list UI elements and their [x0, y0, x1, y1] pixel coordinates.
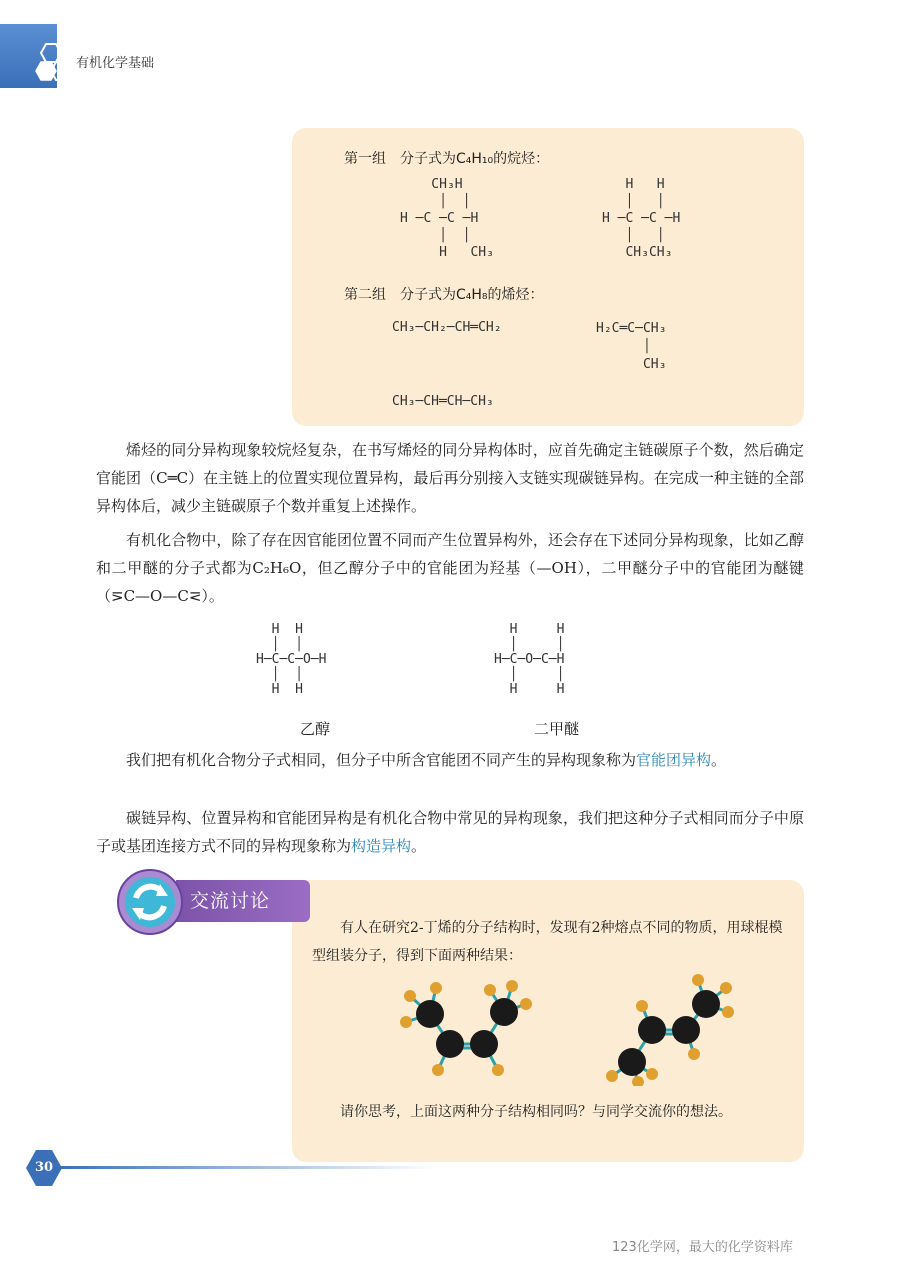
paragraph-functional-isomerism — [96, 746, 804, 774]
dimethyl-ether-structure: H H │ │ H─C─O─C─H │ │ H H — [494, 622, 565, 697]
paragraph-constitutional-isomerism — [96, 804, 804, 860]
ethanol-structure: H H │ │ H─C─C─O─H │ │ H H — [256, 622, 327, 697]
2-butene-structure: CH₃─CH═CH─CH₃ — [392, 394, 494, 409]
dimethyl-ether-caption: 二甲醚 — [534, 720, 580, 738]
isobutene-structure: H₂C═C─CH₃ │ CH₃ — [596, 321, 667, 372]
page-number: 30 — [34, 1160, 54, 1175]
discussion-prompt: 请你思考，上面这两种分子结构相同吗？与同学交流你的想法。 — [340, 1104, 732, 1120]
footer-line — [56, 1166, 436, 1169]
1-butene-structure: CH₃─CH₂─CH═CH₂ — [392, 320, 502, 335]
term-functional-isomerism: 官能团异构 — [636, 751, 712, 769]
chapter-title: 有机化学基础 — [76, 56, 155, 71]
p4-end: 。 — [411, 837, 427, 855]
p3-text: 我们把有机化合物分子式相同，但分子中所含官能团不同产生的异构现象称为 — [126, 751, 637, 769]
ethanol-caption: 乙醇 — [300, 720, 331, 738]
isobutane-structure: H H │ │ H ─C ─C ─H │ │ CH₃CH₃ — [602, 177, 681, 260]
watermark: 123化学网，最大的化学资料库 — [612, 1240, 793, 1255]
p4-text: 碳链异构、位置异构和官能团异构是有机化合物中常见的异构现象，我们把这种分子式相同而分子中原子或基团连接方式不同的异构现象称为 — [96, 809, 804, 855]
hexagon-logo-icon — [32, 40, 76, 84]
term-constitutional-isomerism: 构造异构 — [351, 837, 412, 855]
discussion-question: 有人在研究2-丁烯的分子结构时，发现有2种熔点不同的物质，用球棍模型组装分子，得到下面两种结果： — [312, 920, 783, 964]
discussion-cycle-icon — [116, 868, 184, 936]
paragraph-functional-groups: 有机化合物中，除了存在因官能团位置不同而产生位置异构外，还会存在下述同分异构现象，比如乙醇和二甲醚的分子式都为C₂H₆O，但乙醇分子中的官能团为羟基（—OH），二甲醚分子中的官能团为醚键（⋝C—O—C⋜）。 — [96, 531, 804, 605]
p3-end: 。 — [711, 751, 727, 769]
trans-2-butene-model-icon — [602, 968, 752, 1086]
isomer-examples-box — [292, 128, 804, 426]
group2-title: 第二组 分子式为C₄H₈的烯烃： — [344, 287, 544, 303]
group1-title: 第一组 分子式为C₄H₁₀的烷烃： — [344, 151, 550, 167]
discussion-title: 交流讨论 — [176, 880, 310, 922]
cis-2-butene-model-icon — [392, 968, 542, 1086]
butane-structure: CH₃H │ │ H ─C ─C ─H │ │ H CH₃ — [400, 177, 494, 260]
paragraph-alkene-isomers: 烯烃的同分异构现象较烷烃复杂，在书写烯烃的同分异构体时，应首先确定主链碳原子个数，然后确定官能团（C═C）在主链上的位置实现位置异构，最后再分别接入支链实现碳链异构。在完成一种主链的全部异构体后，减少主链碳原子个数并重复上述操作。 — [96, 441, 804, 515]
